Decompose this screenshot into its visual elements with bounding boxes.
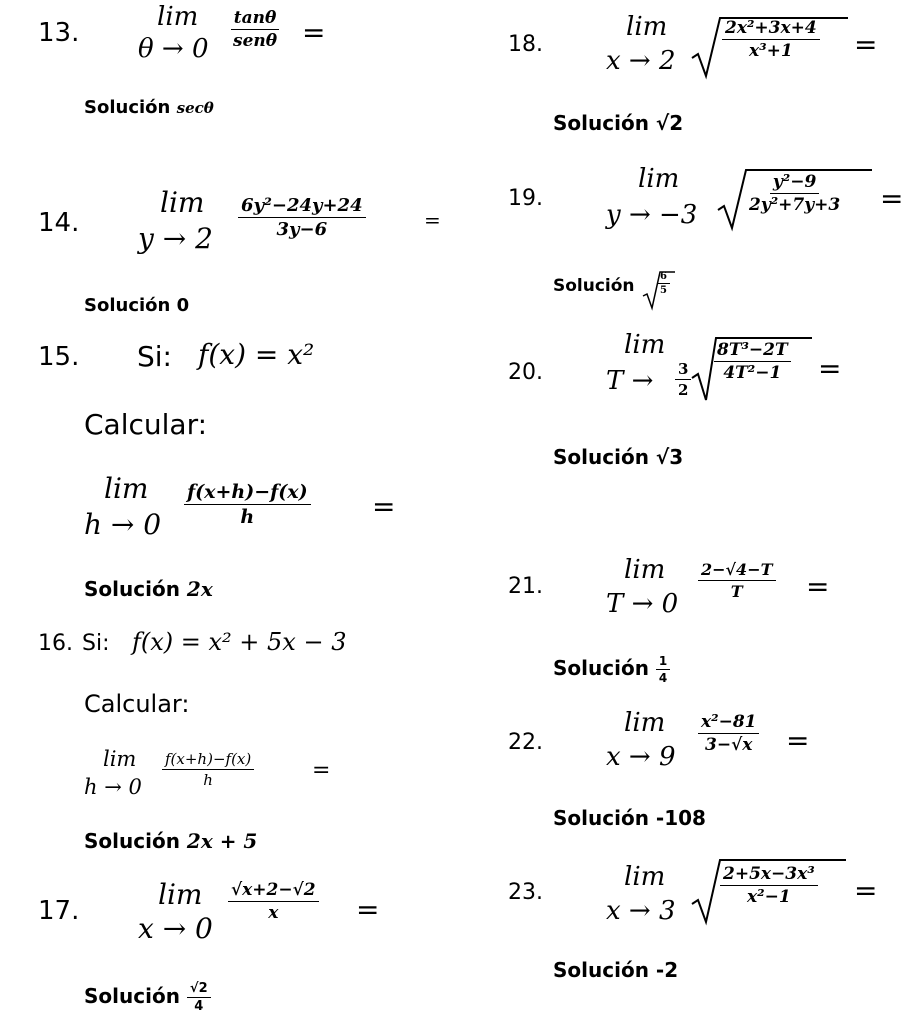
problem-15-solution [84, 577, 213, 601]
solution-value: 0 [176, 295, 190, 316]
problem-13-number: 13. [38, 18, 80, 48]
problem-20-approach-fraction [675, 360, 691, 399]
problem-18-fraction [722, 18, 820, 61]
problem-17-numerator: √x+2−√2 [228, 880, 319, 902]
problem-19-solution [553, 276, 635, 296]
problem-21-lim: lim [624, 555, 666, 585]
problem-16-fraction [162, 750, 254, 789]
problem-21-approach: T → 0 [606, 589, 679, 619]
problem-14-lim: lim [160, 186, 205, 219]
problem-23-fraction [720, 864, 818, 907]
problem-15-fraction [184, 481, 311, 528]
problem-19-equals: = [880, 182, 904, 215]
solution-value: 2x [186, 577, 213, 601]
solution-value: -108 [655, 806, 706, 830]
problem-19-numerator: y²−9 [770, 172, 819, 194]
approach-numerator: 3 [675, 360, 691, 380]
problem-14-approach: y → 2 [138, 222, 213, 255]
problem-17-approach: x → 0 [138, 912, 213, 945]
problem-14-numerator: 6y²−24y+24 [238, 195, 366, 218]
problem-18-approach: x → 2 [606, 46, 676, 76]
problem-22-denominator: 3−√x [705, 735, 753, 755]
problem-21-numerator: 2−√4−T [698, 560, 776, 581]
problem-23-solution [553, 958, 678, 982]
problem-15-number: 15. [38, 342, 80, 372]
problem-22-solution [553, 806, 706, 830]
problem-17-fraction [228, 880, 319, 923]
problem-15-denominator: h [240, 506, 255, 528]
problem-18-lim: lim [626, 12, 668, 42]
approach-denominator: 2 [678, 381, 689, 399]
problem-13-numerator: tanθ [231, 8, 280, 30]
problem-19-fraction [746, 172, 843, 215]
problem-19-denominator: 2y²+7y+3 [749, 195, 841, 215]
problem-21-equals: = [806, 570, 830, 603]
solution-value: secθ [176, 99, 214, 117]
problem-14-number: 14. [38, 208, 80, 238]
solution-value: √3 [655, 445, 684, 469]
solution-label: Solución [553, 958, 649, 982]
problem-20-solution [553, 445, 683, 469]
solution-value: -2 [655, 958, 679, 982]
problem-15-si: Si: [137, 340, 172, 373]
problem-20-denominator: 4T²−1 [723, 363, 782, 383]
problem-18-numerator: 2x²+3x+4 [722, 18, 820, 40]
problem-22-equals: = [786, 724, 810, 757]
solution-label: Solución [84, 829, 180, 853]
problem-17-equals: = [356, 893, 380, 926]
problem-16-equals: = [312, 758, 331, 783]
solution-numerator: 6 [657, 271, 670, 284]
problem-14-solution [84, 295, 189, 316]
problem-15-approach: h → 0 [84, 508, 162, 541]
problem-16-number: 16. [38, 631, 73, 656]
problem-15-numerator: f(x+h)−f(x) [184, 481, 311, 505]
problem-14-equals: = [424, 208, 441, 232]
solution-denominator: 5 [660, 285, 667, 296]
problem-22-approach: x → 9 [606, 742, 676, 772]
problem-20-lim: lim [624, 330, 666, 360]
problem-22-numerator: x²−81 [698, 712, 759, 734]
problem-15-lim: lim [104, 472, 149, 505]
solution-label: Solución [553, 656, 649, 680]
problem-23-approach: x → 3 [606, 896, 676, 926]
problem-21-solution [553, 654, 670, 685]
solution-value: √2 [655, 111, 684, 135]
problem-13-fraction [230, 8, 280, 51]
problem-16-solution [84, 829, 257, 853]
problem-21-number: 21. [508, 574, 543, 599]
problem-17-number: 17. [38, 896, 80, 926]
problem-23-lim: lim [624, 862, 666, 892]
problem-19-solution-value [657, 271, 670, 296]
problem-18-equals: = [854, 28, 878, 61]
problem-19-number: 19. [508, 186, 543, 211]
solution-label: Solución [553, 806, 649, 830]
problem-16-denominator: h [203, 771, 213, 789]
problem-17-solution [84, 981, 211, 1014]
solution-label: Solución [84, 97, 171, 118]
problem-22-number: 22. [508, 730, 543, 755]
solution-denominator: 4 [658, 671, 668, 685]
solution-label: Solución [553, 111, 649, 135]
problem-13-denominator: senθ [233, 31, 278, 51]
problem-23-denominator: x²−1 [747, 887, 791, 907]
problem-13-solution [84, 97, 214, 118]
problem-16-function: f(x) = x² + 5x − 3 [132, 628, 347, 656]
solution-value: 2x + 5 [186, 829, 258, 853]
problem-16-lim: lim [103, 747, 137, 771]
problem-16-calcular: Calcular: [84, 690, 190, 718]
problem-16-approach: h → 0 [84, 775, 142, 799]
problem-23-equals: = [854, 874, 878, 907]
solution-numerator: 1 [656, 654, 670, 670]
solution-denominator: 4 [194, 999, 204, 1014]
problem-13-equals: = [302, 16, 326, 49]
problem-15-function: f(x) = x² [198, 338, 315, 371]
problem-21-fraction [698, 560, 776, 601]
problem-17-lim: lim [158, 878, 203, 911]
problem-17-denominator: x [268, 903, 279, 923]
problem-19-lim: lim [638, 164, 680, 194]
problem-23-number: 23. [508, 880, 543, 905]
solution-label: Solución [553, 276, 635, 296]
solution-numerator: √2 [187, 981, 211, 998]
problem-16-si: Si: [82, 631, 110, 656]
problem-18-number: 18. [508, 32, 543, 57]
problem-18-denominator: x³+1 [749, 41, 793, 61]
problem-22-lim: lim [624, 708, 666, 738]
problem-20-approach: T → [606, 366, 654, 396]
problem-14-denominator: 3y−6 [276, 219, 328, 240]
solution-label: Solución [84, 984, 180, 1008]
problem-19-approach: y → −3 [606, 200, 698, 230]
problem-20-numerator: 8T³−2T [714, 340, 791, 362]
problem-20-fraction [714, 340, 791, 383]
problem-15-calcular: Calcular: [84, 408, 208, 441]
problem-13-approach: θ → 0 [138, 34, 209, 64]
problem-21-denominator: T [730, 582, 743, 601]
problem-22-fraction [698, 712, 759, 755]
problem-18-solution [553, 111, 683, 135]
solution-label: Solución [553, 445, 649, 469]
solution-label: Solución [84, 295, 171, 316]
problem-15-equals: = [372, 490, 396, 523]
problem-20-equals: = [818, 352, 842, 385]
problem-16-numerator: f(x+h)−f(x) [162, 750, 254, 770]
problem-23-numerator: 2+5x−3x³ [720, 864, 818, 886]
problem-13-lim: lim [157, 2, 199, 32]
problem-20-number: 20. [508, 360, 543, 385]
problem-14-fraction [238, 195, 366, 240]
solution-label: Solución [84, 577, 180, 601]
